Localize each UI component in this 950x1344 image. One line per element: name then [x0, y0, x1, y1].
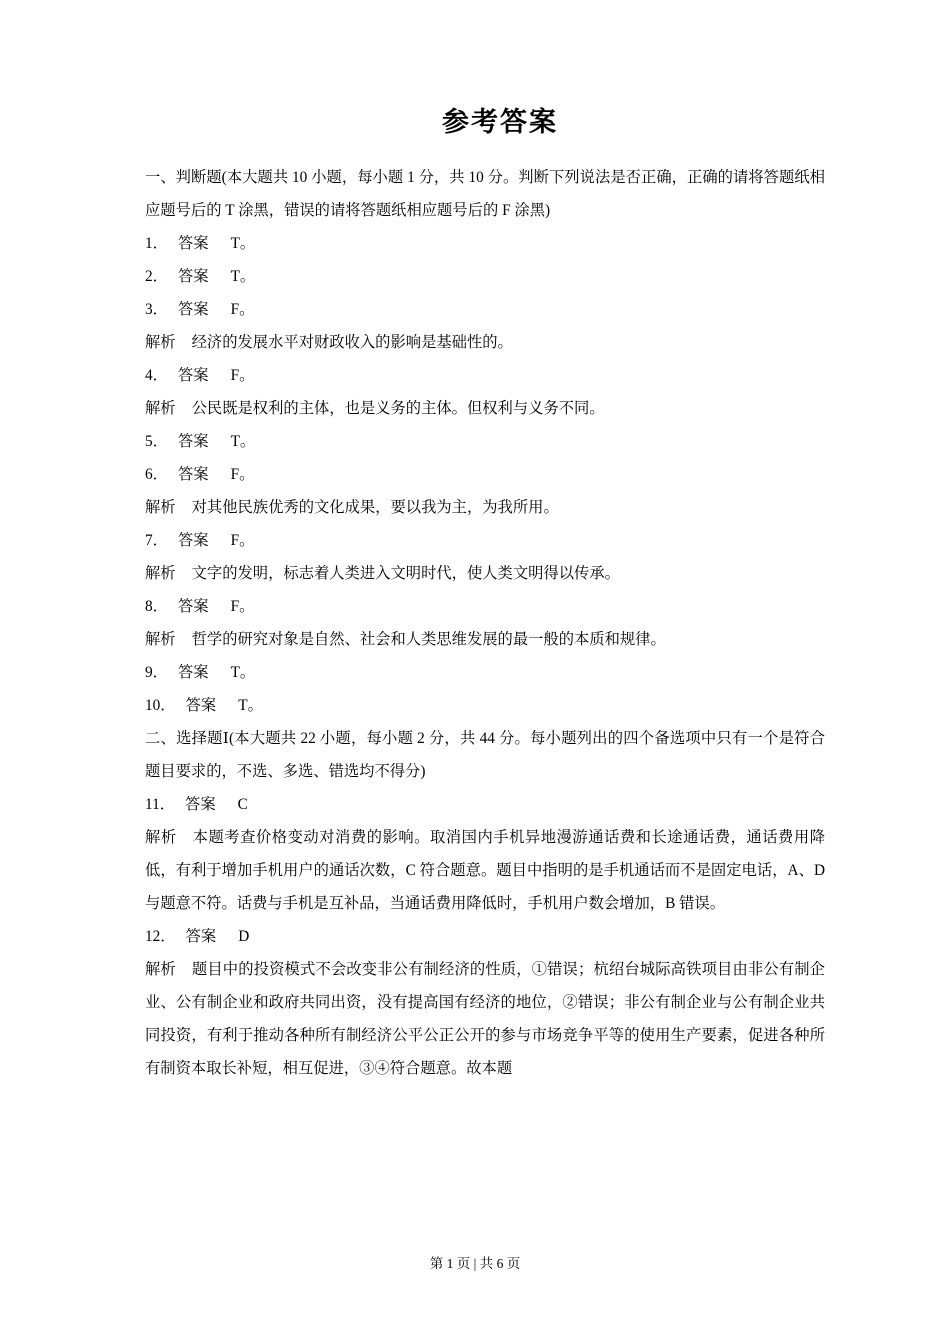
document-body — [145, 100, 825, 1085]
answer-label: 答案 — [185, 796, 216, 813]
answer-value: T。 — [230, 235, 256, 252]
explanation-label: 解析 — [145, 829, 177, 846]
question-number: 10． — [145, 697, 176, 714]
answer-item-10 — [145, 689, 825, 722]
explanation-label: 解析 — [145, 499, 176, 516]
answer-label: 答案 — [177, 532, 209, 549]
explanation-6 — [145, 491, 825, 524]
answer-value: F。 — [230, 301, 255, 318]
explanation-label: 解析 — [145, 565, 176, 582]
question-number: 8． — [145, 598, 168, 615]
answer-value: T。 — [238, 697, 263, 714]
page-footer: 第 1 页 | 共 6 页 — [429, 1256, 521, 1271]
question-number: 11． — [145, 796, 176, 813]
answer-item-7 — [145, 524, 825, 557]
explanation-text: 文字的发明，标志着人类进入文明时代，使人类文明得以传承。 — [191, 565, 620, 582]
explanation-text: 题目中的投资模式不会改变非公有制经济的性质，①错误；杭绍台城际高铁项目由非公有制企业、公有制企业和政府共同出资，没有提高国有经济的地位，②错误；非公有制企业与公有制企业共同投资，有利于推动各种所有制经济公平公正公开的参与市场竞争平等的使用生产要素，促进各种所有制资本取长补短，相互促进，③④符合题意。故本题 — [145, 961, 825, 1077]
answer-item-2 — [145, 260, 825, 293]
answer-label: 答案 — [177, 301, 209, 318]
answer-item-4 — [145, 359, 825, 392]
explanation-text: 哲学的研究对象是自然、社会和人类思维发展的最一般的本质和规律。 — [191, 631, 666, 648]
explanation-text: 本题考查价格变动对消费的影响。取消国内手机异地漫游通话费和长途通话费，通话费用降低，有利于增加手机用户的通话次数，C 符合题意。题目中指明的是手机通话而不是固定电话，A、D 与题意不符。话费与手机是互补品，当通话费用降低时，手机用户数会增加，B 错误。 — [145, 829, 825, 912]
answer-label: 答案 — [177, 598, 209, 615]
question-number: 6． — [145, 466, 168, 483]
explanation-11 — [145, 821, 825, 920]
answer-item-8 — [145, 590, 825, 623]
answer-item-1 — [145, 227, 825, 260]
question-number: 5． — [145, 433, 168, 450]
question-number: 1． — [145, 235, 168, 252]
answer-label: 答案 — [177, 268, 209, 285]
answer-value: T。 — [230, 664, 256, 681]
explanation-7 — [145, 557, 825, 590]
answer-label: 答案 — [185, 928, 217, 945]
explanation-label: 解析 — [145, 400, 176, 417]
page-title: 参考答案 — [442, 107, 558, 138]
answer-item-3 — [145, 293, 825, 326]
answer-label: 答案 — [185, 697, 217, 714]
answer-value: F。 — [230, 367, 255, 384]
question-number: 9． — [145, 664, 168, 681]
section-heading-2: 二、选择题Ⅰ(本大题共 22 小题，每小题 2 分，共 44 分。每小题列出的四个备选项中只有一个是符合题目要求的，不选、多选、错选均不得分) — [145, 730, 825, 780]
answer-label: 答案 — [177, 367, 209, 384]
answer-value: F。 — [230, 466, 255, 483]
answer-label: 答案 — [177, 433, 209, 450]
answer-item-12 — [145, 920, 825, 953]
explanation-label: 解析 — [145, 631, 176, 648]
answer-value: F。 — [230, 598, 255, 615]
question-number: 2． — [145, 268, 168, 285]
answer-item-9 — [145, 656, 825, 689]
question-number: 7． — [145, 532, 168, 549]
question-number: 3． — [145, 301, 168, 318]
answer-value: T。 — [230, 268, 256, 285]
explanation-text: 对其他民族优秀的文化成果，要以我为主，为我所用。 — [191, 499, 559, 516]
answer-label: 答案 — [177, 664, 209, 681]
section-heading-1: 一、判断题(本大题共 10 小题，每小题 1 分，共 10 分。判断下列说法是否正确，正确的请将答题纸相应题号后的 T 涂黑，错误的请将答题纸相应题号后的 F 涂黑) — [145, 169, 825, 219]
answer-value: T。 — [230, 433, 256, 450]
explanation-label: 解析 — [145, 334, 176, 351]
answer-value: F。 — [230, 532, 255, 549]
answer-item-5 — [145, 425, 825, 458]
answer-item-11 — [145, 788, 825, 821]
explanation-12 — [145, 953, 825, 1085]
question-number: 4． — [145, 367, 168, 384]
question-number: 12． — [145, 928, 176, 945]
answer-item-6 — [145, 458, 825, 491]
answer-value: C — [237, 796, 248, 813]
explanation-text: 经济的发展水平对财政收入的影响是基础性的。 — [191, 334, 513, 351]
explanation-text: 公民既是权利的主体，也是义务的主体。但权利与义务不同。 — [191, 400, 605, 417]
answer-value: D — [238, 928, 250, 945]
explanation-label: 解析 — [145, 961, 176, 978]
explanation-8 — [145, 623, 825, 656]
explanation-3 — [145, 326, 825, 359]
explanation-4 — [145, 392, 825, 425]
answer-label: 答案 — [177, 466, 209, 483]
answer-label: 答案 — [177, 235, 209, 252]
